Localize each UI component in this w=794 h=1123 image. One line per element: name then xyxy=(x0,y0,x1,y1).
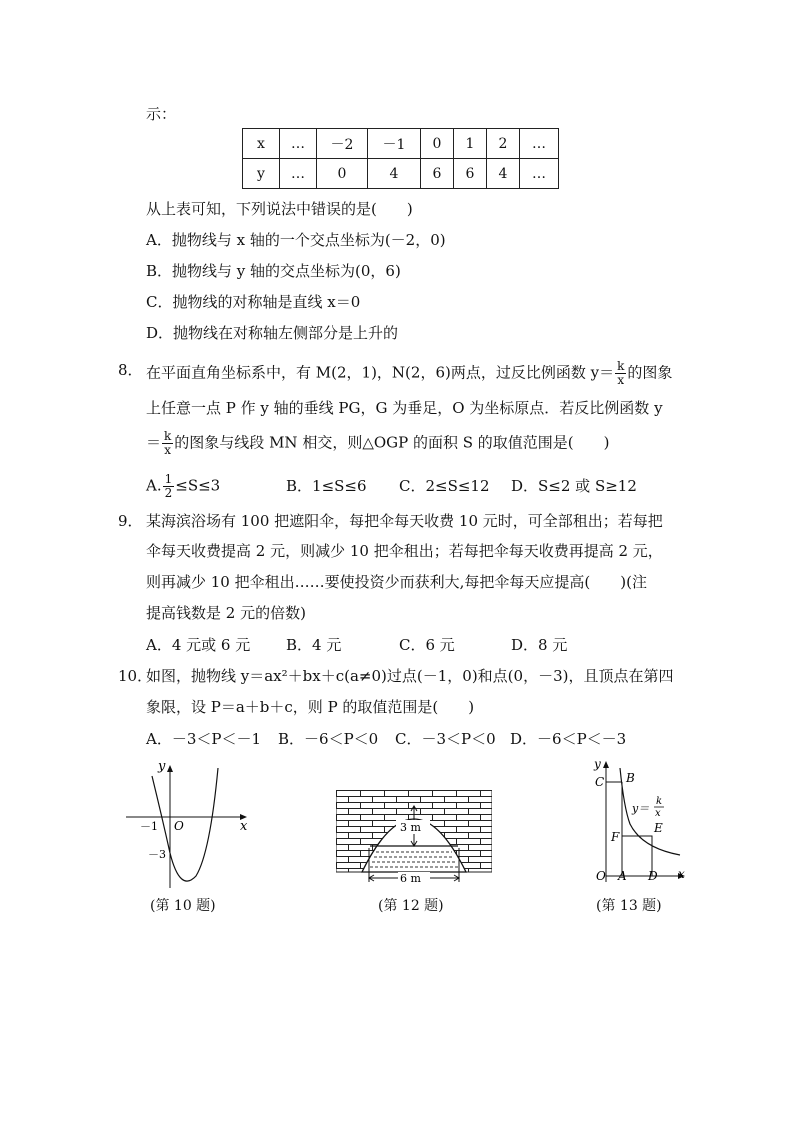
value-table xyxy=(242,128,559,189)
figure-10-parabola xyxy=(118,758,258,893)
table-cell: 2 xyxy=(487,129,520,159)
table-cell: y xyxy=(243,159,280,189)
fraction-denominator: x xyxy=(617,373,625,387)
figure-13-hyperbola xyxy=(576,758,688,886)
table-cell: 4 xyxy=(368,159,421,189)
q9-option-d: D．8 元 xyxy=(511,636,568,654)
origin-label: O xyxy=(596,869,606,883)
figure-12-caption: (第 12 题) xyxy=(378,898,444,914)
point-f-label: F xyxy=(611,830,620,844)
q9-option-a: A．4 元或 6 元 xyxy=(146,636,251,654)
q8-line-2: 上任意一点 P 作 y 轴的垂线 PG，G 为垂足，O 为坐标原点．若反比例函数 y xyxy=(146,399,663,417)
origin-label: O xyxy=(174,819,184,833)
q8-line-3-eq: ＝ xyxy=(146,433,162,452)
q10-line-1: 如图，抛物线 y＝ax²＋bx＋c(a≠0)过点(－1，0)和点(0，－3)，且顶点在第四 xyxy=(146,667,674,685)
table-cell: x xyxy=(243,129,280,159)
q7-option-b: B．抛物线与 y 轴的交点坐标为(0，6) xyxy=(146,262,401,280)
point-a-label: A xyxy=(618,869,627,883)
q10-option-b: B．－6＜P＜0 xyxy=(278,730,379,748)
q8-option-c: C．2≤S≤12 xyxy=(399,477,490,495)
y-label: y xyxy=(158,759,166,774)
equation-numerator: k xyxy=(656,796,663,807)
q9-number: 9． xyxy=(118,512,143,530)
fraction-numerator: 1 xyxy=(164,472,173,486)
x-label: x xyxy=(240,819,248,834)
point-e-label: E xyxy=(654,821,663,835)
table-cell: … xyxy=(520,129,559,159)
table-cell: … xyxy=(280,159,317,189)
table-cell: 4 xyxy=(487,159,520,189)
lead-text: 示： xyxy=(146,105,177,123)
q10-option-a: A．－3＜P＜－1 xyxy=(146,730,262,748)
q7-stem: 从上表可知，下列说法中错误的是( ) xyxy=(146,200,413,218)
q8-number: 8． xyxy=(118,361,143,379)
fraction-numerator: k xyxy=(164,429,172,443)
q8-option-a xyxy=(146,473,220,500)
one-half-fraction xyxy=(163,473,175,500)
table-cell: －1 xyxy=(368,129,421,159)
table-cell: 1 xyxy=(454,129,487,159)
table-cell: 0 xyxy=(317,159,368,189)
q10-option-c: C．－3＜P＜0 xyxy=(395,730,496,748)
table-cell: … xyxy=(520,159,559,189)
table-cell: 0 xyxy=(421,129,454,159)
q8-option-a-prefix: A. xyxy=(146,476,162,495)
table-row-x xyxy=(243,129,559,159)
figure-13-caption: (第 13 题) xyxy=(596,898,662,914)
q9-option-c: C．6 元 xyxy=(399,636,455,654)
q10-line-2: 象限，设 P＝a＋b＋c，则 P 的取值范围是( ) xyxy=(146,698,475,716)
fraction-denominator: x xyxy=(164,443,172,457)
q8-line-3-text: 的图象与线段 MN 相交，则△OGP 的面积 S 的取值范围是( ) xyxy=(174,433,610,452)
point-b-label: B xyxy=(626,771,635,785)
x-label: x xyxy=(678,867,685,881)
point-c-label: C xyxy=(595,775,605,789)
q10-option-d: D．－6＜P＜－3 xyxy=(510,730,627,748)
table-cell: －2 xyxy=(317,129,368,159)
point-d-label: D xyxy=(648,869,658,883)
height-label: 3 m xyxy=(400,821,421,834)
q8-line-3 xyxy=(146,430,610,457)
width-label: 6 m xyxy=(400,872,421,885)
q10-number: 10． xyxy=(118,667,153,685)
q8-line-1-tail: 的图象 xyxy=(627,363,673,382)
equation-prefix: y＝ xyxy=(632,802,650,815)
table-cell: 6 xyxy=(454,159,487,189)
q8-line-1 xyxy=(146,360,672,387)
q9-line-3: 则再减少 10 把伞租出……要使投资少而获利大,每把伞每天应提高( )(注 xyxy=(146,573,647,591)
parabola-curve xyxy=(152,768,218,881)
y-label: y xyxy=(594,758,601,771)
q9-line-4: 提高钱数是 2 元的倍数) xyxy=(146,604,306,622)
q8-line-1-text: 在平面直角坐标系中，有 M(2，1)，N(2，6)两点，过反比例函数 y＝ xyxy=(146,363,615,382)
q8-option-b: B．1≤S≤6 xyxy=(286,477,367,495)
q9-line-1: 某海滨浴场有 100 把遮阳伞，每把伞每天收费 10 元时，可全部租出；若每把 xyxy=(146,512,663,530)
table-row-y xyxy=(243,159,559,189)
q7-option-c: C．抛物线的对称轴是直线 x＝0 xyxy=(146,293,361,311)
q7-option-d: D．抛物线在对称轴左侧部分是上升的 xyxy=(146,324,399,342)
minus-three-label: －3 xyxy=(148,848,166,861)
q8-option-d: D．S≤2 或 S≥12 xyxy=(511,477,637,495)
fraction-numerator: k xyxy=(617,359,625,373)
figure-10-caption: (第 10 题) xyxy=(150,898,216,914)
k-over-x-fraction xyxy=(615,360,626,387)
k-over-x-fraction xyxy=(162,430,173,457)
q8-option-a-suffix: ≤S≤3 xyxy=(175,476,221,495)
figure-12-bridge xyxy=(336,790,492,886)
q9-line-2: 伞每天收费提高 2 元，则减少 10 把伞租出；若每把伞每天收费再提高 2 元， xyxy=(146,542,663,560)
table-cell: 6 xyxy=(421,159,454,189)
equation-denominator: x xyxy=(655,808,661,819)
fraction-denominator: 2 xyxy=(164,486,173,500)
minus-one-label: －1 xyxy=(140,820,158,833)
q9-option-b: B．4 元 xyxy=(286,636,342,654)
q7-option-a: A．抛物线与 x 轴的一个交点坐标为(－2，0) xyxy=(146,231,446,249)
table-cell: … xyxy=(280,129,317,159)
